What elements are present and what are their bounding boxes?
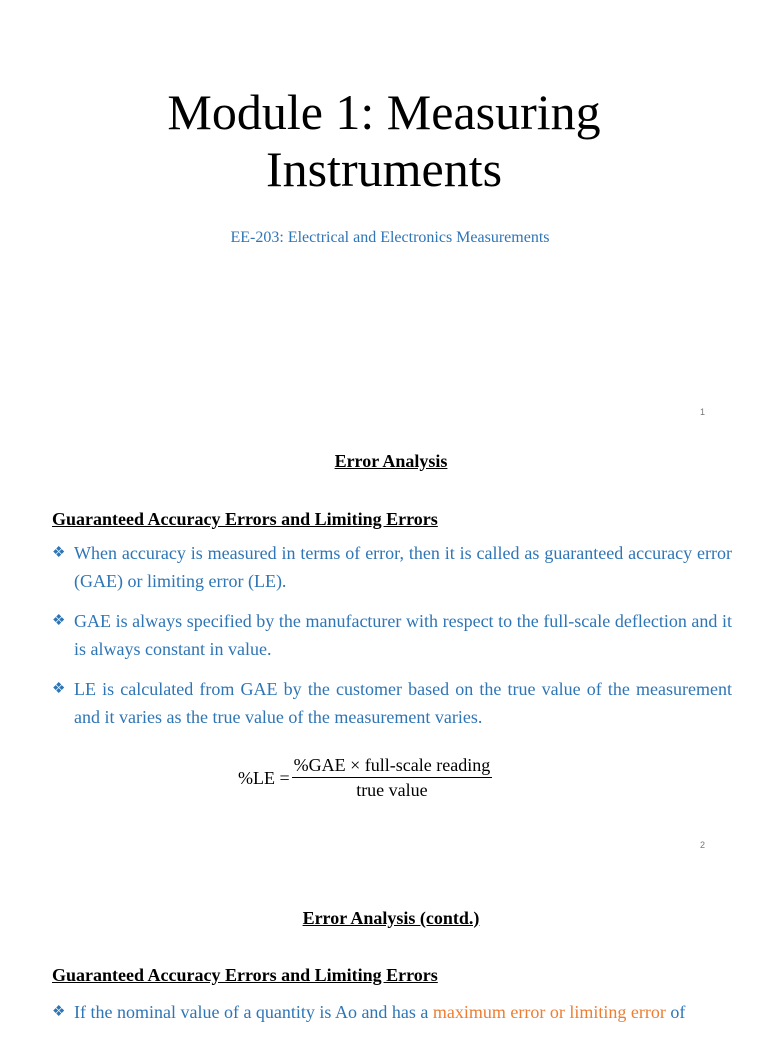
bullet-list xyxy=(52,998,732,1038)
slide-3 xyxy=(0,864,768,1024)
bullet-item xyxy=(52,539,732,595)
diamond-bullet-icon: ❖ xyxy=(52,613,66,629)
highlighted-term: maximum error or limiting error xyxy=(432,1002,666,1022)
title-line-2: Instruments xyxy=(265,141,503,197)
bullet-text: LE is calculated from GAE by the customer based on the true value of the measurement and it varies as the true value of the measurement varies. xyxy=(74,679,732,727)
slide-2 xyxy=(0,432,768,864)
bullet-text: If the nominal value of a quantity is Ao and has a xyxy=(74,1002,433,1022)
formula-numerator: %GAE × full-scale reading xyxy=(292,754,493,778)
slide-1 xyxy=(0,0,768,432)
bullet-item xyxy=(52,607,732,663)
slide-subtitle: EE-203: Electrical and Electronics Measurements xyxy=(230,229,550,246)
diamond-bullet-icon: ❖ xyxy=(52,545,66,561)
title-line-1: Module 1: Measuring xyxy=(167,84,601,140)
diamond-bullet-icon: ❖ xyxy=(52,681,66,697)
bullet-text-continued: of xyxy=(665,1002,686,1022)
bullet-item xyxy=(52,998,732,1026)
page-number: 2 xyxy=(700,840,706,850)
page-number: 1 xyxy=(700,407,706,417)
section-heading: Error Analysis (contd.) xyxy=(302,908,480,928)
section-subheading: Guaranteed Accuracy Errors and Limiting Errors xyxy=(52,965,438,985)
formula-denominator: true value xyxy=(356,780,428,800)
bullet-text: GAE is always specified by the manufacturer with respect to the full-scale deflection and it is always constant in value. xyxy=(74,611,732,659)
diamond-bullet-icon: ❖ xyxy=(52,1004,66,1020)
formula-fraction xyxy=(292,754,493,802)
limiting-error-formula xyxy=(238,753,492,803)
formula-lhs: %LE = xyxy=(238,767,290,788)
section-heading: Error Analysis xyxy=(334,451,448,471)
section-subheading: Guaranteed Accuracy Errors and Limiting Errors xyxy=(52,509,438,529)
slide-title xyxy=(0,84,768,198)
bullet-text: When accuracy is measured in terms of error, then it is called as guaranteed accuracy error (GAE) or limiting error (LE). xyxy=(74,543,732,591)
bullet-item xyxy=(52,675,732,731)
bullet-list xyxy=(52,539,732,743)
